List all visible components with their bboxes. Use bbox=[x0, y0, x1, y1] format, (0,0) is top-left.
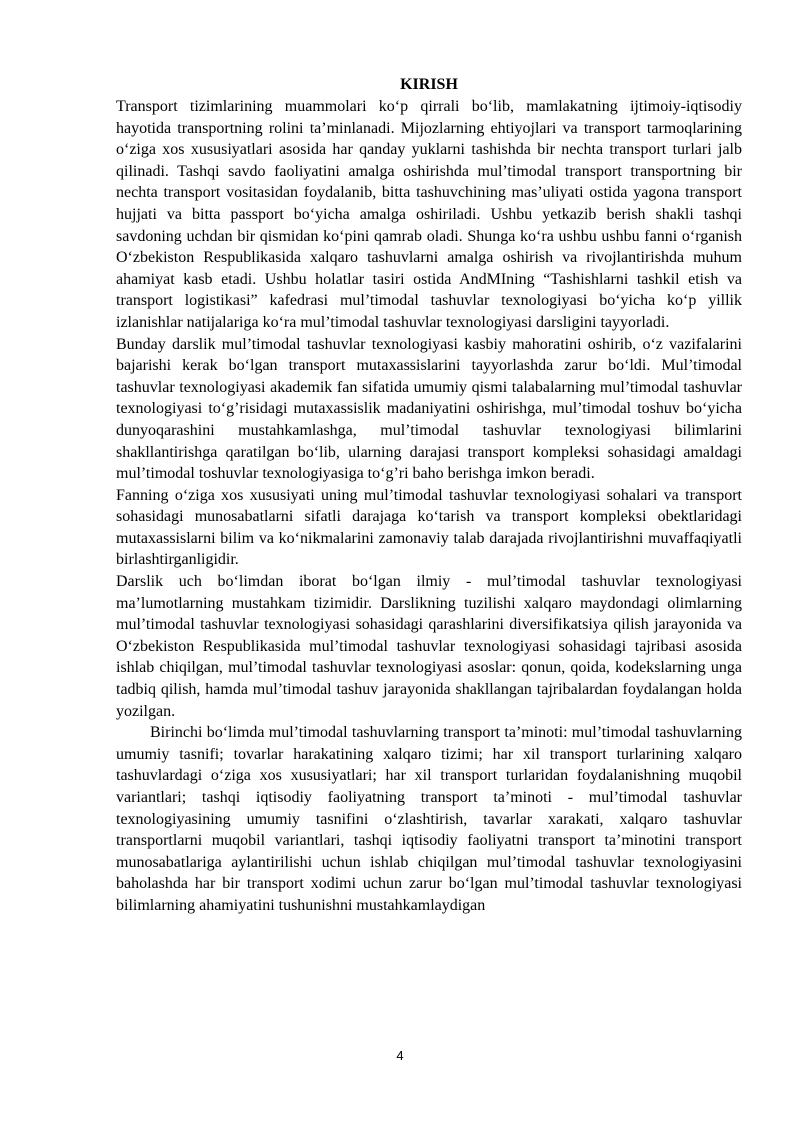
page-number: 4 bbox=[396, 1048, 404, 1063]
document-body bbox=[116, 96, 742, 917]
paragraph-3: Fanning o‘ziga xos xususiyati uning mul’timodal tashuvlar texnologiyasi sohalari va transport sohasidagi munosabatlarni sifatli darajaga ko‘tarish va transport kompleksi obektlaridagi mutaxassislarni bilim va ko‘nikmalarini zamonaviy talab darajada rivojlantirishni muvaffaqiyatli birlashtirganligidir. bbox=[116, 486, 742, 569]
paragraph-5: Birinchi bo‘limda mul’timodal tashuvlarning transport ta’minoti: mul’timodal tashuvlarning umumiy tasnifi; tovarlar harakatining xalqaro tizimi; har xil transport turlarining xalqaro tashuvlardagi o‘ziga xos xususiyatlari; har xil transport turlaridan foydalanishning muqobil variantlari; tashqi iqtisodiy faoliyatning transport ta’minoti - mul’timodal tashuvlar texnologiyasining umumiy tasnifini o‘zlashtirish, tavarlar xarakati, xalqaro tashuvlar transportlarni muqobil variantlari, tashqi iqtisodiy faoliyatni transport ta’minotini transport munosabatlariga aylantirilishi uchun ishlab chiqilgan mul’timodal tashuvlar texnologiyasini baholashda har bir transport xodimi uchun zarur bo‘lgan mul’timodal tashuvlar texnologiyasi bilimlarning ahamiyatini tushunishni mustahkamlaydigan bbox=[116, 724, 742, 914]
paragraph-2: Bunday darslik mul’timodal tashuvlar texnologiyasi kasbiy mahoratini oshirib, o‘z vazifalarini bajarishi kerak bo‘lgan transport mutaxassislarini tayyorlashda zarur bo‘ldi. Mul’timodal tashuvlar texnologiyasi akademik fan sifatida umumiy qismi talabalarning mul’timodal tashuvlar texnologiyasi to‘g’risidagi mutaxassislik madaniyatini oshirishga, mul’timodal toshuv bo‘yicha dunyoqarashini mustahkamlashga, mul’timodal tashuvlar texnologiyasi bilimlarini shakllantirishga qaratilgan bo‘lib, ularning darajasi transport kompleksi sohasidagi amaldagi mul’timodal toshuvlar texnologiyasiga to‘g’ri baho berishga imkon beradi. bbox=[116, 335, 742, 483]
paragraph-4: Darslik uch bo‘limdan iborat bo‘lgan ilmiy - mul’timodal tashuvlar texnologiyasi ma’lumotlarning mustahkam tizimidir. Darslikning tuzilishi xalqaro maydondagi olimlarning mul’timodal tashuvlar texnologiyasi sohasidagi qarashlarini diversifikatsiya qilish jarayonida va O‘zbekiston Respublikasida mul’timodal tashuvlar texnologiyasi sohasidagi tajribasi asosida ishlab chiqilgan, mul’timodal tashuvlar texnologiyasi asoslar: qonun, qoida, kodekslarning unga tadbiq qilish, hamda mul’timodal tashuv jarayonida shakllangan tajribalardan foydalangan holda yozilgan. bbox=[116, 573, 742, 720]
document-title: KIRISH bbox=[400, 76, 458, 93]
paragraph-1: Transport tizimlarining muammolari ko‘p qirrali bo‘lib, mamlakatning ijtimoiy-iqtisodiy hayotida transportning rolini ta’minlanadi. Mijozlarning ehtiyojlari va transport tarmoqlarining o‘ziga xos xususiyatlari asosida har qanday yuklarni tashishda bir nechta transport turlari jalb qilinadi. Tashqi savdo faoliyatini amalga oshirishda mul’timodal transport transportning bir nechta transport vositasidan foydalanib, bitta tashuvchining mas’uliyati ostida yagona transport hujjati va bitta passport bo‘yicha amalga oshiriladi. Ushbu yetkazib berish shakli tashqi savdoning uchdan bir qismidan ko‘pini qamrab oladi. Shunga ko‘ra ushbu ushbu fanni o‘rganish O‘zbekiston Respublikasida xalqaro tashuvlarni amalga oshirish va rivojlantirishda muhum ahamiyat kasb etadi. Ushbu holatlar tasiri ostida AndMIning “Tashishlarni tashkil etish va transport logistikasi” kafedrasi mul’timodal tashuvlar texnologiyasi bo‘yicha ko‘p yillik izlanishlar natijalariga ko‘ra mul’timodal tashuvlar texnologiyasi darsligini tayyorladi. bbox=[116, 98, 742, 331]
